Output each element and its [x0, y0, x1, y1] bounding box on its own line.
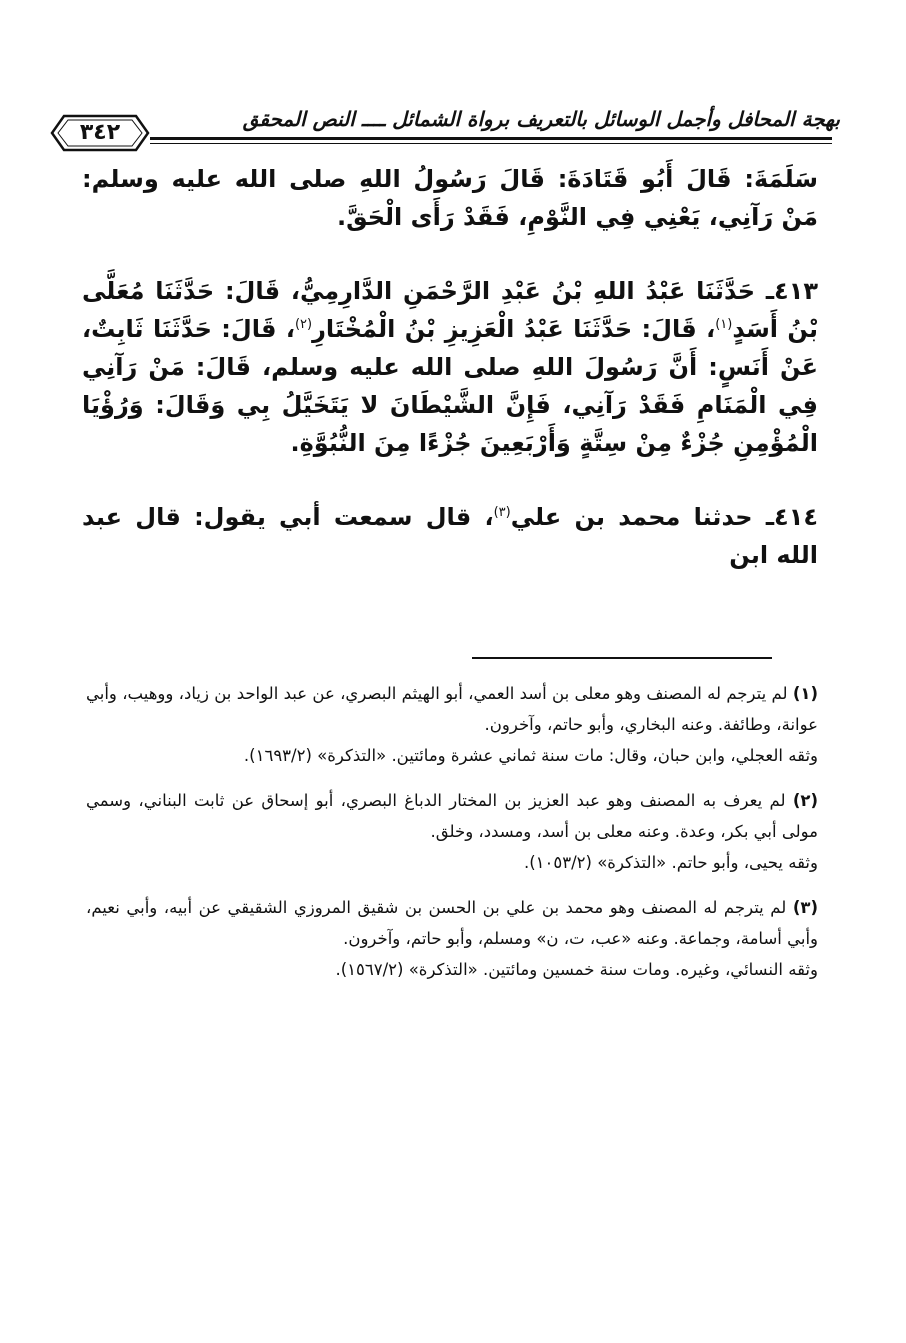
footnote-1-text: لم يترجم له المصنف وهو معلى بن أسد العمي، أبو الهيثم البصري، عن عبد الواحد بن زياد، ووهيب، وأبي عوانة، وطائفة. وعنه البخاري، وأبو حاتم، وآخرون.: [86, 684, 818, 734]
page-number: ٣٤٢: [79, 120, 121, 145]
footnote-1-line-2: وثقه العجلي، وابن حبان، وقال: مات سنة ثماني عشرة ومائتين. «التذكرة» (١٦٩٣/٢).: [243, 746, 818, 765]
header-rule: [150, 137, 832, 140]
paragraph-text: سَلَمَةَ: قَالَ أَبُو قَتَادَةَ: قَالَ رَسُولُ اللهِ صلى الله عليه وسلم: مَنْ رَآنِي، يَعْنِي فِي النَّوْمِ، فَقَدْ رَأَى الْحَقَّ.: [82, 165, 818, 231]
paragraph-text-b: ، قال سمعت أبي يقول: قال عبد الله ابن: [82, 503, 818, 569]
footnote-2-text: لم يعرف به المصنف وهو عبد العزيز بن المختار الدباغ البصري، أبو إسحاق عن ثابت البناني، وسمي مولى أبي بكر، وعدة. وعنه معلى بن أسد، ومسدد، وخلق.: [86, 791, 818, 841]
footnote-1-line-1: [86, 678, 818, 740]
footnote-3-number: (٣): [792, 898, 818, 917]
footnote-3-line-2: وثقه النسائي، وغيره. ومات سنة خمسين ومائتين. «التذكرة» (١٥٦٧/٢).: [335, 960, 818, 979]
footnote-ref-3[interactable]: (٣): [493, 505, 511, 520]
running-header: [50, 100, 840, 152]
footnote-2-line-1: [86, 785, 818, 847]
footnotes: [86, 678, 818, 999]
paragraph-hadith-413: [82, 272, 818, 462]
footnote-ref-1[interactable]: (١): [715, 317, 733, 332]
paragraph-text-a: ٤١٣ـ حَدَّثَنَا عَبْدُ اللهِ بْنُ عَبْدِ الرَّحْمَنِ الدَّارِمِيُّ، قَالَ: حَدَّثَنَا مُعَلَّى بْنُ أَسَدٍ: [82, 277, 819, 343]
running-title: بهجة المحافل وأجمل الوسائل بالتعريف برواة الشمائل ــــ النص المحقق: [242, 107, 840, 131]
paragraph-text-c: ، قَالَ: حَدَّثَنَا ثَابِتٌ، عَنْ أَنَسٍ: أَنَّ رَسُولَ اللهِ صلى الله عليه وسلم، قَالَ: مَنْ رَآنِي فِي الْمَنَامِ فَقَدْ رَآنِي، فَإِنَّ الشَّيْطَانَ لا يَتَخَيَّلُ بِي وَقَالَ: وَرُؤْيَا الْمُؤْمِنِ جُزْءٌ مِنْ سِتَّةٍ وَأَرْبَعِينَ جُزْءًا مِنَ النُّبُوَّةِ.: [82, 315, 818, 457]
paragraph-text-b: ، قَالَ: حَدَّثَنَا عَبْدُ الْعَزِيزِ بْنُ الْمُخْتَارِ: [312, 315, 716, 343]
footnote-2-number: (٢): [792, 791, 818, 810]
paragraph-hadith-414: [82, 498, 818, 574]
footnote-3: [86, 892, 818, 985]
footnote-3-line-1: [86, 892, 818, 954]
paragraph-hadith-continuation: [82, 160, 818, 236]
footnote-2-line-2: وثقه يحيى، وأبو حاتم. «التذكرة» (١٠٥٣/٢).: [523, 853, 818, 872]
page-number-badge: [50, 114, 150, 152]
footnote-2: [86, 785, 818, 878]
footnote-ref-2[interactable]: (٢): [294, 317, 313, 332]
paragraph-text-a: ٤١٤ـ حدثنا محمد بن علي: [510, 503, 818, 531]
main-text: [82, 160, 818, 574]
footnote-separator: [472, 657, 772, 659]
footnote-1-number: (١): [792, 684, 818, 703]
footnote-3-text: لم يترجم له المصنف وهو محمد بن علي بن الحسن بن شقيق المروزي الشقيقي عن أبيه، وأبي نعيم، وأبي أسامة، وجماعة. وعنه «عب، ت، ن» ومسلم، وأبو حاتم، وآخرون.: [86, 898, 818, 948]
header-rule-thin: [150, 143, 832, 144]
footnote-1: [86, 678, 818, 771]
